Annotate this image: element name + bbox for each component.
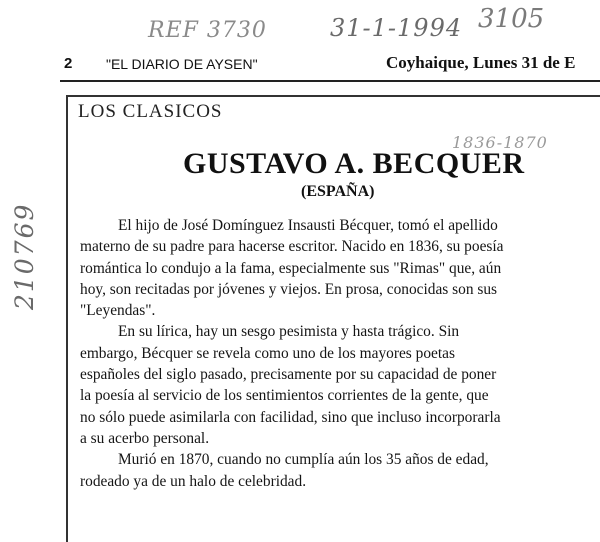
handwritten-reference: REF 3730 bbox=[148, 18, 267, 43]
body-line: hoy, son recitadas por jóvenes y viejos. En prosa, conocidas son sus bbox=[80, 280, 498, 298]
body-line: embargo, Bécquer se revela como uno de los mayores poetas bbox=[80, 344, 455, 362]
handwritten-date: 31-1-1994 bbox=[330, 14, 463, 42]
article-title: GUSTAVO A. BECQUER bbox=[183, 147, 525, 180]
article-subtitle: (ESPAÑA) bbox=[301, 183, 375, 200]
page-number: 2 bbox=[64, 55, 73, 72]
handwritten-side-number: 210769 bbox=[10, 202, 39, 310]
handwritten-number: 3105 bbox=[478, 4, 545, 34]
section-label: LOS CLASICOS bbox=[78, 101, 223, 122]
body-line: El hijo de José Domínguez Insausti Bécquer, tomó el apellido bbox=[118, 217, 498, 234]
handwritten-stamp: 1836-1870 bbox=[452, 133, 548, 152]
article-box bbox=[66, 95, 600, 542]
body-line: a su acerbo personal. bbox=[80, 429, 210, 447]
body-line: romántica lo condujo a la fama, especialmente sus "Rimas" que, aún bbox=[80, 259, 502, 277]
body-line: materno de su padre para hacerse escritor. Nacido en 1836, su poesía bbox=[80, 238, 504, 256]
article-body bbox=[80, 215, 600, 492]
header-divider bbox=[60, 80, 600, 82]
body-line: "Leyendas". bbox=[80, 302, 156, 320]
newspaper-name: "EL DIARIO DE AYSEN" bbox=[106, 56, 258, 72]
newspaper-header bbox=[50, 53, 600, 77]
body-line: En su lírica, hay un sesgo pesimista y hasta trágico. Sin bbox=[118, 323, 460, 341]
body-line: españoles del siglo pasado, precisamente por su capacidad de poner bbox=[80, 366, 497, 384]
body-line: no sólo puede asimilarla con facilidad, sino que incluso incorporarla bbox=[80, 408, 501, 426]
place-and-date: Coyhaique, Lunes 31 de E bbox=[386, 53, 576, 72]
body-line: la poesía al servicio de los sentimientos corrientes de la gente, que bbox=[80, 387, 489, 405]
body-line: Murió en 1870, cuando no cumplía aún los 35 años de edad, bbox=[118, 451, 489, 469]
body-line: rodeado ya de un halo de celebridad. bbox=[80, 472, 307, 490]
